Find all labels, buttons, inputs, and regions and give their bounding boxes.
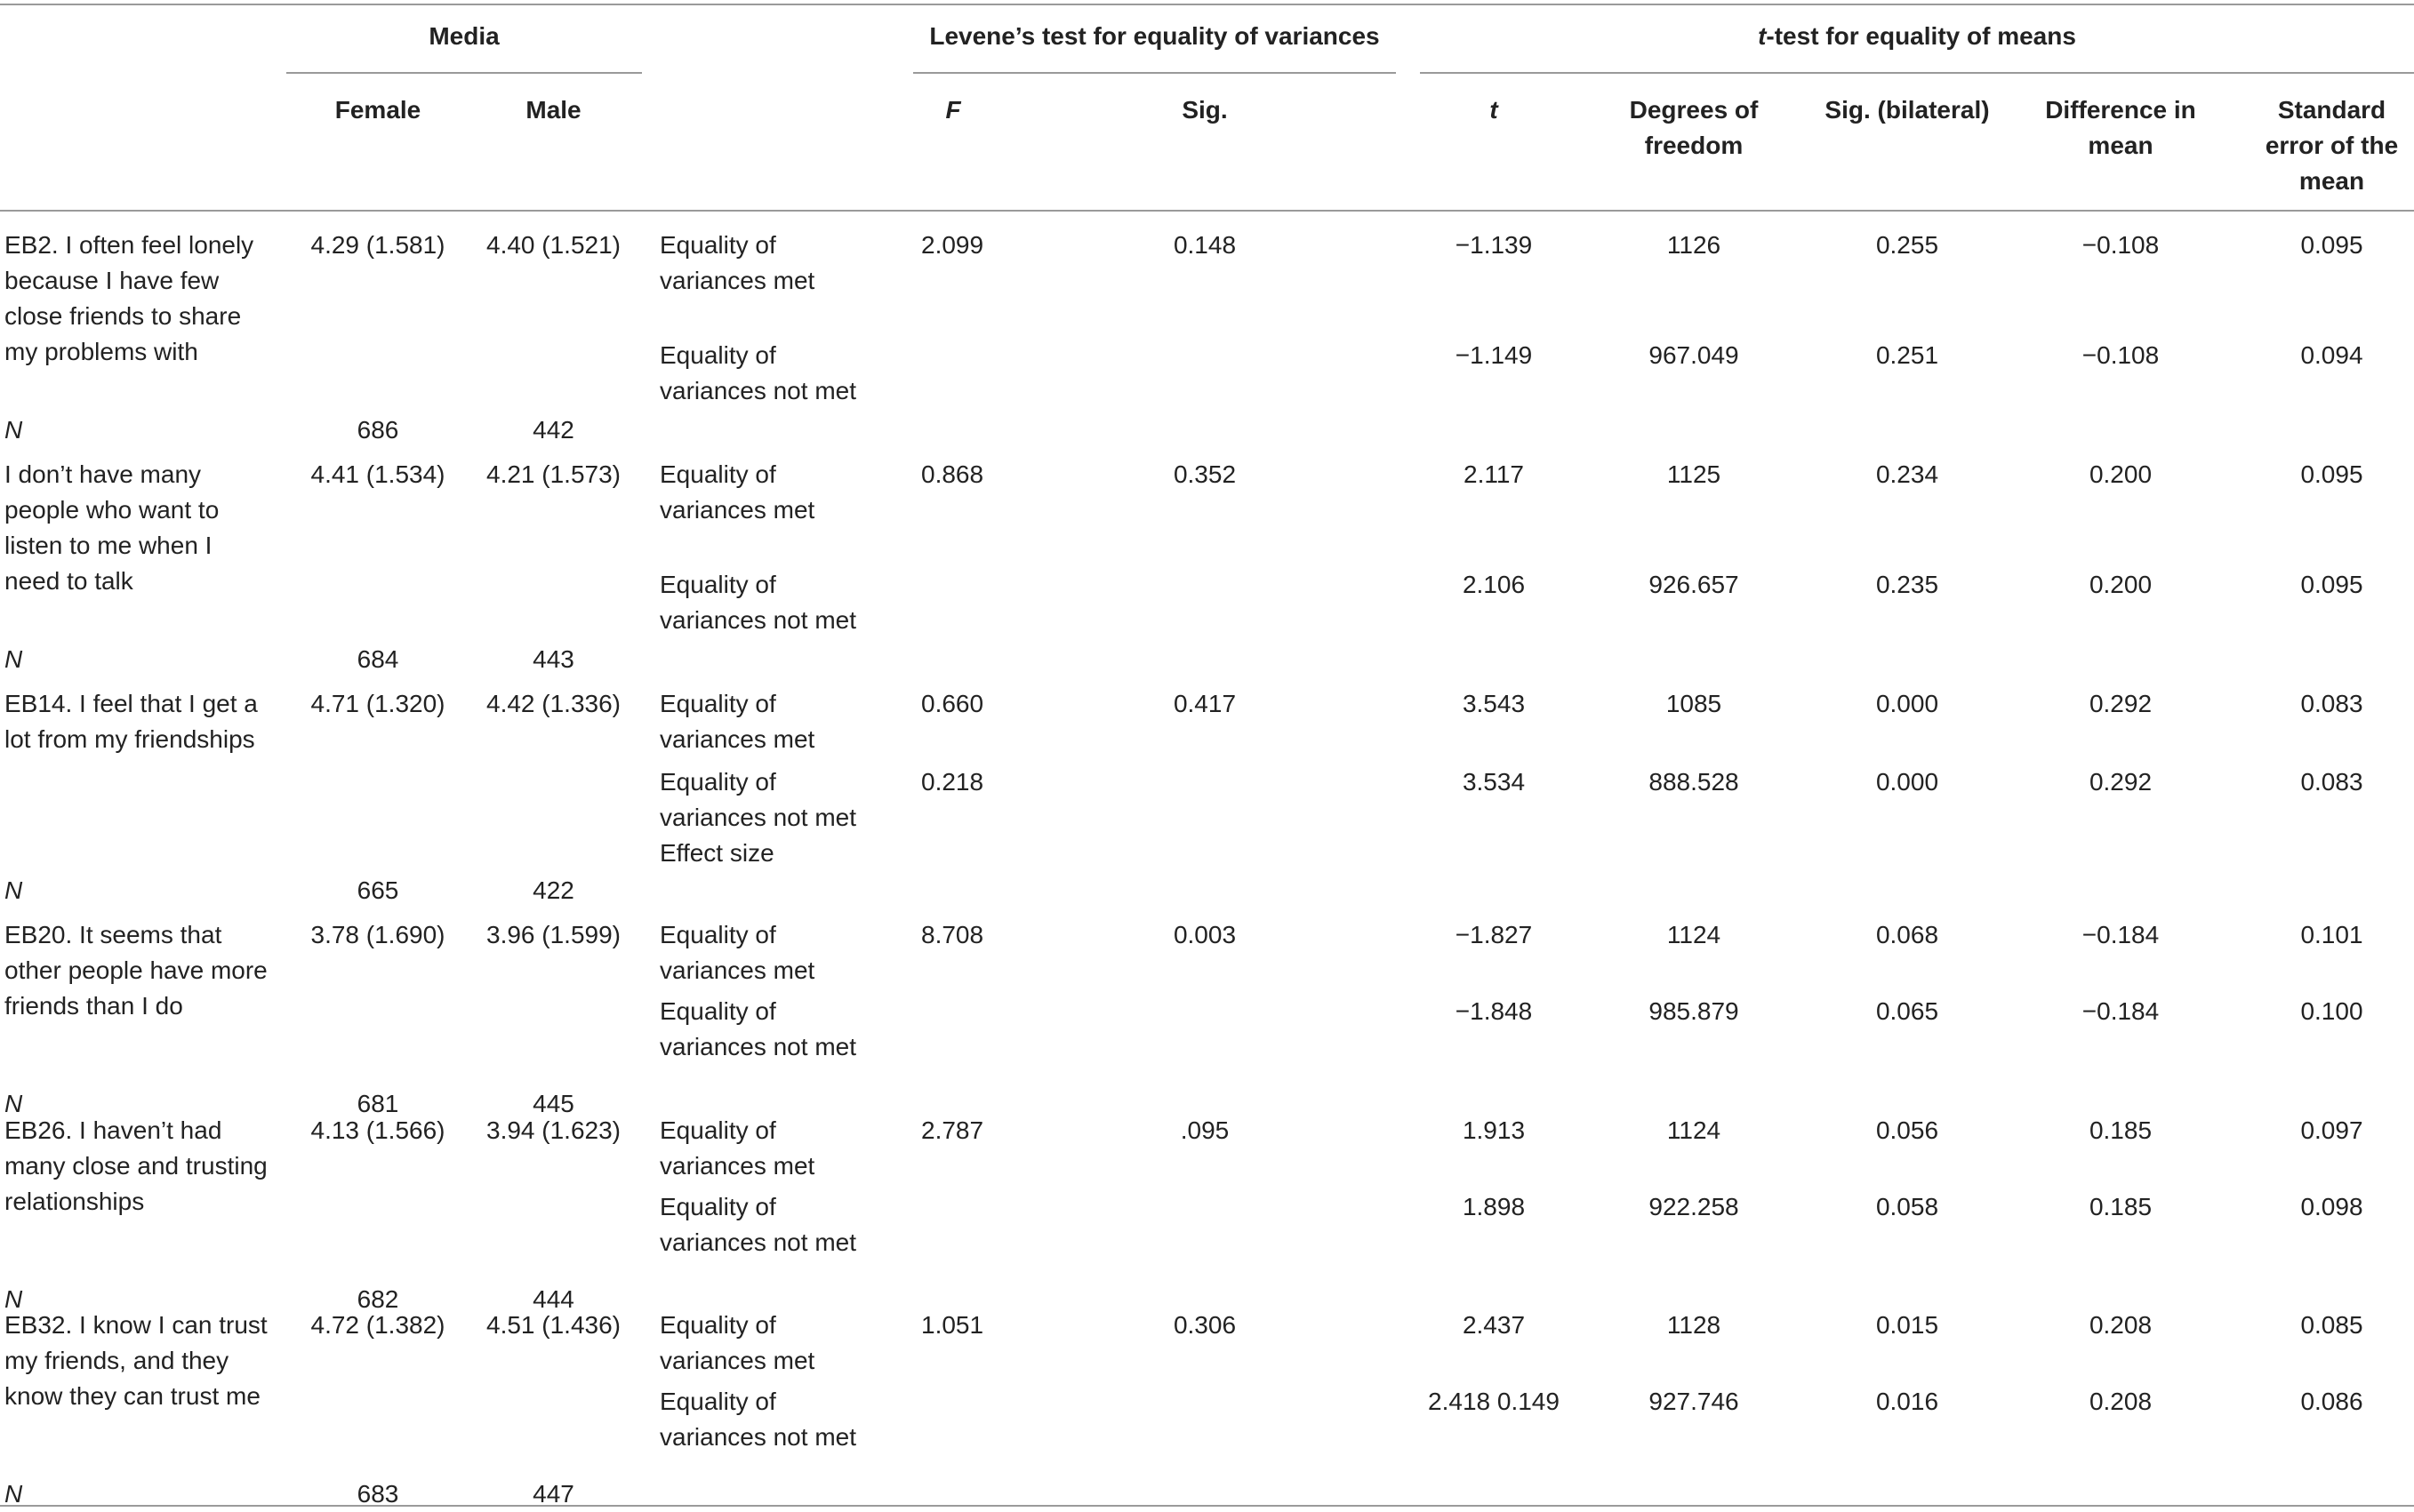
sigbil-value: 0.068: [1875, 921, 1939, 948]
diff-value: 0.292: [2089, 690, 2153, 717]
se-value: 0.095: [2300, 460, 2363, 488]
header-media: Media: [429, 22, 500, 50]
header-ttest-t: t: [1758, 22, 1767, 50]
n-male: 445: [533, 1090, 574, 1117]
df-value: 927.746: [1648, 1388, 1739, 1415]
female-mean: 4.13 (1.566): [310, 1116, 445, 1144]
sigbil-value: 0.235: [1875, 571, 1939, 598]
df-value: 1128: [1666, 1311, 1721, 1339]
df-value: 1126: [1666, 231, 1721, 259]
n-male: 443: [533, 645, 574, 673]
f-value: 0.660: [921, 690, 984, 717]
condition-not-met: Equality of variances not met: [660, 571, 856, 634]
sig-value: 0.352: [1173, 460, 1237, 488]
se-value: 0.100: [2300, 997, 2363, 1025]
n-female: 686: [357, 416, 399, 444]
male-mean: 3.96 (1.599): [486, 921, 621, 948]
item-label: I don’t have many people who want to listen to me when I need to talk: [4, 460, 220, 595]
t-value: −1.848: [1455, 997, 1533, 1025]
n-male: 444: [533, 1285, 574, 1313]
t-value: 2.117: [1464, 460, 1524, 488]
df-value: 888.528: [1648, 768, 1739, 796]
f-value: 0.218: [921, 768, 984, 796]
top-rule: [0, 4, 2414, 5]
diff-value: 0.200: [2089, 460, 2153, 488]
se-value: 0.095: [2300, 231, 2363, 259]
n-male: 422: [533, 876, 574, 904]
f-value: 2.099: [921, 231, 984, 259]
male-mean: 4.40 (1.521): [486, 231, 621, 259]
n-label: N: [4, 645, 23, 673]
female-mean: 3.78 (1.690): [310, 921, 445, 948]
sig-value: 0.148: [1173, 231, 1237, 259]
f-value: 8.708: [921, 921, 984, 948]
df-value: 985.879: [1648, 997, 1739, 1025]
t-value: 2.437: [1462, 1311, 1526, 1339]
sig-value: 0.306: [1173, 1311, 1237, 1339]
sigbil-value: 0.000: [1875, 768, 1939, 796]
condition-met: Equality of variances met: [660, 1116, 815, 1180]
sigbil-value: 0.000: [1875, 690, 1939, 717]
media-underline: [286, 72, 642, 74]
diff-value: −0.184: [2081, 997, 2160, 1025]
se-value: 0.083: [2300, 768, 2363, 796]
t-value: −1.139: [1455, 231, 1533, 259]
condition-not-met: Equality of variances not met: [660, 1388, 856, 1451]
header-levene: Levene’s test for equality of variances: [929, 22, 1380, 50]
item-label: EB14. I feel that I get a lot from my friendships: [4, 690, 258, 753]
se-value: 0.085: [2300, 1311, 2363, 1339]
n-male: 447: [533, 1480, 574, 1508]
sigbil-value: 0.056: [1875, 1116, 1939, 1144]
df-value: 1085: [1665, 690, 1722, 717]
header-df: [1600, 92, 1787, 164]
t-value: 1.913: [1462, 1116, 1526, 1144]
header-t: t: [1489, 96, 1498, 124]
sigbil-value: 0.251: [1875, 341, 1939, 369]
t-value: 3.534: [1462, 768, 1526, 796]
header-sigbil: Sig. (bilateral): [1825, 96, 1990, 124]
f-value: 1.051: [921, 1311, 984, 1339]
t-value: 1.898: [1462, 1193, 1526, 1220]
condition-not-met: Equality of variances not met: [660, 1193, 856, 1256]
female-mean: 4.41 (1.534): [310, 460, 445, 488]
header-diff-line1: Difference in: [2045, 96, 2196, 124]
n-female: 684: [357, 645, 399, 673]
header-df-line2: freedom: [1644, 132, 1744, 159]
header-sig: Sig.: [1182, 96, 1228, 124]
se-value: 0.097: [2300, 1116, 2363, 1144]
sigbil-value: 0.065: [1875, 997, 1939, 1025]
n-label: N: [4, 416, 23, 444]
item-label: EB2. I often feel lonely because I have few close friends to share my problems with: [4, 231, 254, 365]
male-mean: 3.94 (1.623): [486, 1116, 621, 1144]
condition-not-met: Equality of variances not met: [660, 341, 856, 404]
condition-met: Equality of variances met: [660, 460, 815, 524]
diff-value: 0.292: [2089, 768, 2153, 796]
male-mean: 4.21 (1.573): [486, 460, 621, 488]
diff-value: 0.208: [2089, 1311, 2153, 1339]
header-f: F: [945, 96, 961, 124]
header-male: Male: [525, 96, 581, 124]
t-value: 2.418 0.149: [1428, 1388, 1560, 1415]
male-mean: 4.51 (1.436): [486, 1311, 621, 1339]
sigbil-value: 0.234: [1875, 460, 1939, 488]
n-label: N: [4, 1285, 23, 1313]
n-female: 683: [357, 1480, 399, 1508]
se-value: 0.101: [2300, 921, 2363, 948]
header-se-line2: error of the: [2265, 132, 2399, 159]
df-value: 922.258: [1648, 1193, 1739, 1220]
header-rule: [0, 210, 2414, 212]
t-value: −1.827: [1455, 921, 1533, 948]
condition-not-met: Equality of variances not met Effect size: [660, 768, 856, 867]
item-label: EB26. I haven’t had many close and trusting relationships: [4, 1116, 268, 1215]
diff-value: −0.108: [2081, 231, 2160, 259]
n-label: N: [4, 1480, 23, 1508]
condition-not-met: Equality of variances not met: [660, 997, 856, 1060]
condition-met: Equality of variances met: [660, 690, 815, 753]
n-label: N: [4, 1090, 23, 1117]
f-value: 0.868: [921, 460, 984, 488]
n-male: 442: [533, 416, 574, 444]
female-mean: 4.29 (1.581): [310, 231, 445, 259]
condition-met: Equality of variances met: [660, 1311, 815, 1374]
sig-value: 0.417: [1173, 690, 1237, 717]
sigbil-value: 0.058: [1875, 1193, 1939, 1220]
sigbil-value: 0.016: [1875, 1388, 1939, 1415]
ttest-underline: [1420, 72, 2414, 74]
df-value: 1124: [1666, 1116, 1721, 1144]
header-ttest-rest: -test for equality of means: [1766, 22, 2076, 50]
header-female: Female: [334, 96, 421, 124]
diff-value: 0.208: [2089, 1388, 2153, 1415]
header-diff-line2: mean: [2088, 132, 2153, 159]
diff-value: 0.185: [2089, 1193, 2153, 1220]
df-value: 1125: [1666, 460, 1721, 488]
se-value: 0.083: [2300, 690, 2363, 717]
levene-underline: [913, 72, 1396, 74]
header-se-line1: Standard: [2277, 96, 2386, 124]
diff-value: 0.200: [2089, 571, 2153, 598]
t-value: 2.106: [1462, 571, 1526, 598]
f-value: 2.787: [921, 1116, 984, 1144]
df-value: 926.657: [1648, 571, 1739, 598]
header-se: [2250, 92, 2414, 199]
header-ttest: [1420, 19, 2414, 54]
header-diff: [2018, 92, 2223, 164]
sig-value: 0.003: [1173, 921, 1237, 948]
se-value: 0.095: [2300, 571, 2363, 598]
item-label: EB32. I know I can trust my friends, and they know they can trust me: [4, 1311, 268, 1410]
female-mean: 4.71 (1.320): [310, 690, 445, 717]
diff-value: −0.184: [2081, 921, 2160, 948]
header-se-line3: mean: [2298, 167, 2365, 195]
df-value: 1124: [1666, 921, 1721, 948]
df-value: 967.049: [1648, 341, 1739, 369]
diff-value: −0.108: [2081, 341, 2160, 369]
n-female: 681: [357, 1090, 399, 1117]
female-mean: 4.72 (1.382): [310, 1311, 445, 1339]
se-value: 0.098: [2300, 1193, 2363, 1220]
n-female: 665: [357, 876, 399, 904]
t-value: 3.543: [1462, 690, 1526, 717]
header-df-line1: Degrees of: [1629, 96, 1759, 124]
n-female: 682: [357, 1285, 399, 1313]
diff-value: 0.185: [2089, 1116, 2153, 1144]
male-mean: 4.42 (1.336): [486, 690, 621, 717]
t-value: −1.149: [1455, 341, 1533, 369]
condition-met: Equality of variances met: [660, 231, 815, 294]
se-value: 0.086: [2300, 1388, 2363, 1415]
item-label: EB20. It seems that other people have more friends than I do: [4, 921, 268, 1020]
se-value: 0.094: [2300, 341, 2363, 369]
condition-met: Equality of variances met: [660, 921, 815, 984]
sig-value: .095: [1180, 1116, 1230, 1144]
sigbil-value: 0.015: [1875, 1311, 1939, 1339]
n-label: N: [4, 876, 23, 904]
sigbil-value: 0.255: [1875, 231, 1939, 259]
